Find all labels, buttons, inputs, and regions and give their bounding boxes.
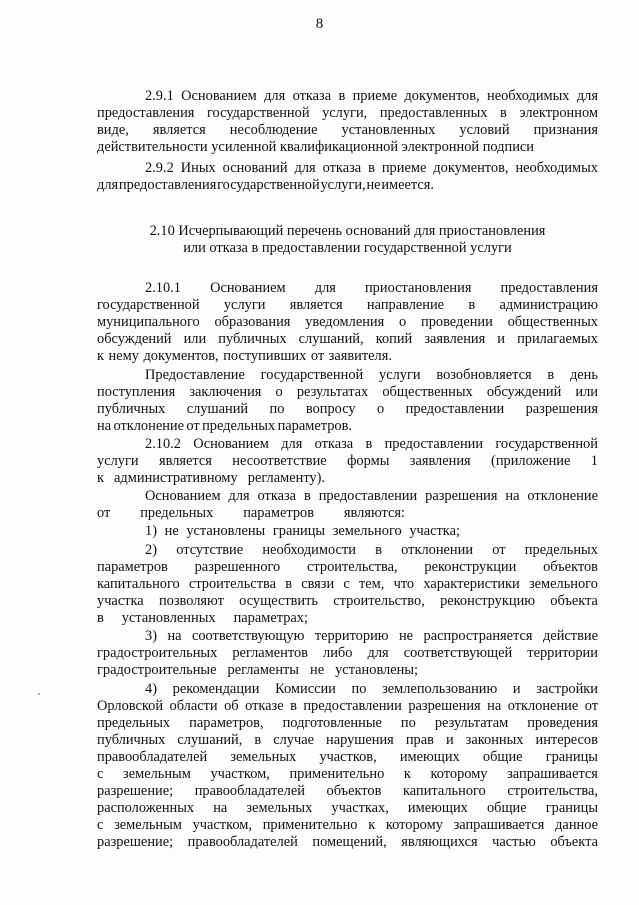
word: отказе — [245, 698, 284, 714]
word: предоставления — [500, 280, 598, 296]
word: правообладателей — [187, 834, 298, 850]
word: земельного — [332, 523, 402, 539]
grounds-line — [97, 505, 405, 521]
word: от — [186, 418, 200, 434]
word: действительности — [97, 139, 208, 155]
word: предоставлении — [303, 698, 402, 714]
item2-line — [145, 542, 598, 558]
word: или — [183, 331, 207, 347]
word: законных — [465, 732, 524, 748]
item4-line — [97, 834, 598, 850]
word: земельных — [246, 800, 313, 816]
word: электронном — [519, 105, 598, 121]
word: территорию — [314, 628, 389, 644]
word: приеме — [381, 160, 427, 176]
word: государственной — [260, 367, 364, 383]
word: предоставления — [97, 105, 195, 121]
word: регламенты — [227, 662, 299, 678]
word: проведения — [527, 715, 598, 731]
word: капитального — [97, 576, 180, 592]
word: и — [445, 732, 454, 748]
word: отказа — [314, 436, 354, 452]
word: необходимости — [262, 542, 356, 558]
word: не — [366, 177, 381, 193]
word: предельных — [97, 715, 171, 731]
item1-line — [145, 523, 460, 539]
word: к — [97, 348, 104, 364]
word: параметров — [243, 505, 315, 521]
s2101-line — [97, 297, 598, 313]
s2101-line — [145, 280, 598, 296]
word: капитального — [403, 783, 486, 799]
item4-line — [97, 766, 598, 782]
word: Иных — [180, 160, 216, 176]
word: уведомления — [305, 314, 385, 330]
word: заключения — [189, 384, 262, 400]
word: участках, — [331, 800, 389, 816]
word: 1) — [145, 523, 157, 539]
word: правообладателей — [97, 749, 208, 765]
word: 2.10.1 — [145, 280, 181, 296]
word: в — [375, 542, 382, 558]
word: услуги — [223, 297, 266, 313]
word: несоблюдение — [229, 122, 318, 138]
resume-line — [145, 367, 598, 383]
section-heading: 2.10 Исчерпывающий перечень оснований для приостановления — [149, 223, 546, 239]
word: услуги, — [322, 105, 368, 121]
word: параметров, — [189, 715, 264, 731]
word: государственной — [97, 297, 200, 313]
word: на — [487, 698, 502, 714]
word: нему — [108, 348, 139, 364]
word: формы — [347, 453, 390, 469]
word: территории — [527, 645, 598, 661]
word: которому — [430, 766, 488, 782]
word: о — [377, 401, 385, 417]
word: установленных — [121, 610, 216, 626]
section-heading: или отказа в предоставлении государственной услуги — [183, 240, 512, 256]
word: строительства — [188, 576, 276, 592]
word: Основанием — [181, 88, 257, 104]
word: приеме — [352, 88, 398, 104]
item4-line — [97, 698, 598, 714]
word: публичных — [97, 732, 166, 748]
word: случае — [273, 732, 314, 748]
word: публичных — [97, 401, 166, 417]
word: заявления — [424, 331, 486, 347]
word: предоставленных — [379, 105, 488, 121]
word: приостановления — [364, 280, 472, 296]
word: для — [264, 88, 286, 104]
word: услуги, — [320, 177, 366, 193]
word: подготовленные — [282, 715, 382, 731]
word: от — [310, 348, 325, 364]
word: разрешения — [525, 401, 598, 417]
word: (приложение — [491, 453, 571, 469]
word: для — [576, 88, 598, 104]
word: участком, — [192, 817, 252, 833]
word: являющихся — [401, 834, 478, 850]
word: помещений, — [312, 834, 387, 850]
word: имеющих — [399, 749, 460, 765]
word: правообладателей — [194, 783, 305, 799]
word: для — [281, 436, 303, 452]
word: позволяют — [158, 593, 224, 609]
word: общественных — [382, 384, 473, 400]
word: в — [304, 488, 311, 504]
word: действие — [542, 628, 598, 644]
word: подписи — [482, 139, 534, 155]
word: реконструкцию — [440, 593, 536, 609]
word: предоставления — [118, 177, 217, 193]
word: соответствующей — [403, 645, 513, 661]
word: отказа — [292, 88, 332, 104]
word: для — [294, 160, 316, 176]
word: имеется. — [381, 177, 434, 193]
word: на — [213, 800, 228, 816]
word: электронной — [401, 139, 480, 155]
item4-line — [97, 749, 598, 765]
word: необходимых — [515, 160, 598, 176]
word: с — [343, 576, 350, 592]
word: объекта — [550, 834, 598, 850]
word: к — [97, 470, 104, 486]
word: Предоставление — [145, 367, 245, 383]
word: об — [224, 698, 239, 714]
s2102-line — [145, 436, 598, 452]
word: распространяется — [423, 628, 533, 644]
word: градостроительных — [97, 645, 218, 661]
word: земельных — [230, 749, 297, 765]
word: имеющих — [407, 800, 468, 816]
word: услуги — [97, 453, 139, 469]
word: градостроительные — [97, 662, 217, 678]
word: объектов — [326, 783, 382, 799]
s291-line — [97, 105, 598, 121]
word: отказа — [322, 160, 362, 176]
word: участков, — [319, 749, 377, 765]
word: необходимых — [487, 88, 570, 104]
word: осуществить — [239, 593, 318, 609]
word: отклонение — [527, 488, 598, 504]
word: разрешение; — [97, 834, 174, 850]
word: результатам — [434, 715, 509, 731]
word: от — [492, 542, 506, 558]
word: связи — [301, 576, 335, 592]
word: применительно — [289, 766, 385, 782]
word: строительства, — [507, 783, 598, 799]
word: тем, — [358, 576, 385, 592]
word: Основанием — [193, 436, 269, 452]
word: данное — [555, 817, 598, 833]
word: день — [569, 367, 598, 383]
word: прав — [405, 732, 434, 748]
word: администрацию — [499, 297, 598, 313]
word: расположенных — [97, 800, 195, 816]
word: 2.10.2 — [145, 436, 181, 452]
word: государственной — [206, 105, 310, 121]
word: земельного — [528, 576, 598, 592]
word: Орловской — [97, 698, 164, 714]
word: являются: — [343, 505, 405, 521]
word: услуги — [379, 367, 421, 383]
word: признания — [533, 122, 598, 138]
word: предельных — [140, 505, 214, 521]
word: о — [399, 314, 407, 330]
word: объектов — [543, 559, 598, 575]
word: к — [403, 766, 411, 782]
word: Основанием — [210, 280, 286, 296]
word: отказа — [257, 488, 297, 504]
word: общие — [482, 749, 523, 765]
s2102-line — [97, 453, 598, 469]
word: применительно — [262, 817, 358, 833]
word: результатах — [296, 384, 369, 400]
word: запрашивается — [507, 766, 598, 782]
word: усиленной — [211, 139, 277, 155]
s292-line — [97, 177, 434, 193]
word: Комиссии — [275, 681, 336, 697]
grounds-line — [145, 488, 598, 504]
word: документов, — [433, 160, 509, 176]
word: землепользованию — [382, 681, 498, 697]
word: области — [169, 698, 218, 714]
word: заявителя. — [328, 348, 392, 364]
word: с — [97, 817, 104, 833]
item4-line — [145, 681, 598, 697]
word: муниципального — [97, 314, 200, 330]
word: 2.9.1 — [145, 88, 174, 104]
word: не — [310, 662, 325, 678]
word: предоставлении — [318, 488, 418, 504]
word: либо — [323, 645, 353, 661]
word: о — [275, 384, 283, 400]
word: проведении — [421, 314, 493, 330]
word: реконструкции — [424, 559, 517, 575]
word: на — [97, 418, 112, 434]
resume-line — [97, 401, 598, 417]
word: документов, — [143, 348, 219, 364]
word: нарушения — [326, 732, 394, 748]
word: интересов — [535, 732, 598, 748]
word: является — [289, 297, 343, 313]
word: копий — [375, 331, 413, 347]
s2101-line — [97, 348, 392, 364]
word: параметров — [97, 559, 168, 575]
word: по — [351, 681, 367, 697]
page-number: 8 — [315, 16, 324, 32]
resume-line — [97, 418, 352, 434]
word: направление — [366, 297, 445, 313]
word: застройки — [536, 681, 598, 697]
word: заявления — [409, 453, 471, 469]
word: строительства, — [307, 559, 398, 575]
word: в — [97, 610, 104, 626]
word: слушаний — [186, 401, 249, 417]
word: границы — [545, 800, 598, 816]
word: разрешения — [408, 698, 481, 714]
item3-line — [97, 645, 598, 661]
word: прилагаемых — [517, 331, 598, 347]
word: слушаний, — [177, 732, 243, 748]
word: участка — [97, 593, 144, 609]
word: разрешенного — [194, 559, 281, 575]
word: установлены; — [335, 662, 418, 678]
word: земельным — [114, 817, 182, 833]
word: 4) — [145, 681, 157, 697]
word: в — [290, 698, 297, 714]
word: границы — [272, 523, 326, 539]
word: возобновляется — [436, 367, 532, 383]
word: в — [468, 297, 476, 313]
word: обсуждений — [97, 331, 172, 347]
item2-line — [97, 559, 598, 575]
s2101-line — [97, 314, 598, 330]
word: разрешение; — [97, 783, 174, 799]
s291-line — [97, 122, 598, 138]
word: отклонение — [113, 418, 185, 434]
word: является — [152, 122, 206, 138]
word: для — [314, 280, 336, 296]
word: предоставлении — [405, 401, 505, 417]
s2101-line — [97, 331, 598, 347]
word: виде, — [97, 122, 129, 138]
word: к — [368, 817, 376, 833]
word: предельных — [202, 418, 276, 434]
word: является — [158, 453, 212, 469]
word: границы — [545, 749, 598, 765]
word: параметров. — [277, 418, 352, 434]
scan-speck — [38, 693, 40, 695]
word: соответствующую — [191, 628, 305, 644]
item2-line — [97, 610, 308, 626]
item2-line — [97, 593, 598, 609]
word: по — [400, 715, 416, 731]
word: 1 — [590, 453, 598, 469]
s292-line — [145, 160, 598, 176]
word: 3) — [145, 628, 157, 644]
word: условий — [459, 122, 510, 138]
item4-line — [97, 800, 598, 816]
word: от — [584, 698, 598, 714]
word: для — [367, 645, 389, 661]
word: строительство, — [333, 593, 425, 609]
item3-line — [97, 662, 418, 678]
word: характеристики — [423, 576, 520, 592]
word: в — [338, 88, 346, 104]
word: которому — [385, 817, 443, 833]
word: оснований — [222, 160, 288, 176]
word: на — [505, 488, 520, 504]
word: и — [497, 331, 505, 347]
word: от — [97, 505, 111, 521]
word: документов, — [404, 88, 480, 104]
word: общие — [486, 800, 527, 816]
item4-line — [97, 783, 598, 799]
word: в — [500, 105, 507, 121]
item2-line — [97, 576, 598, 592]
word: предельных — [524, 542, 598, 558]
word: параметрах; — [233, 610, 308, 626]
word: отсутствие — [176, 542, 244, 558]
word: в — [365, 436, 373, 452]
word: в — [368, 160, 375, 176]
word: несоответствие — [232, 453, 327, 469]
word: объекта — [550, 593, 598, 609]
word: в — [254, 732, 262, 748]
s291-line — [97, 139, 534, 155]
resume-line — [97, 384, 598, 400]
word: 2.9.2 — [145, 160, 174, 176]
word: поступивших — [223, 348, 307, 364]
word: образования — [214, 314, 291, 330]
word: запрашивается — [453, 817, 545, 833]
word: государственной — [217, 177, 320, 193]
word: отклонении — [401, 542, 474, 558]
word: на — [167, 628, 182, 644]
word: по — [269, 401, 285, 417]
item4-line — [97, 817, 598, 833]
word: вопросу — [305, 401, 356, 417]
word: разрешения — [425, 488, 498, 504]
item4-line — [97, 732, 598, 748]
word: рекомендации — [172, 681, 260, 697]
word: участком, — [210, 766, 270, 782]
word: для — [97, 177, 119, 193]
word: слушаний, — [298, 331, 364, 347]
item4-line — [97, 715, 598, 731]
word: или — [575, 384, 598, 400]
word: земельным — [123, 766, 191, 782]
word: регламентов — [232, 645, 308, 661]
word: не — [398, 628, 414, 644]
word: публичных — [218, 331, 287, 347]
word: административному — [114, 470, 238, 486]
word: частью — [492, 834, 536, 850]
word: и — [512, 681, 521, 697]
word: в — [285, 576, 292, 592]
word: что — [393, 576, 415, 592]
word: поступления — [97, 384, 176, 400]
word: предоставлении — [384, 436, 484, 452]
item3-line — [145, 628, 598, 644]
word: регламенту). — [247, 470, 325, 486]
word: в — [547, 367, 555, 383]
word: не — [164, 523, 179, 539]
word: Основанием — [145, 488, 221, 504]
s2102-line — [97, 470, 325, 486]
s291-line — [145, 88, 598, 104]
word: государственной — [495, 436, 598, 452]
word: квалификационной — [279, 139, 399, 155]
word: отклонение — [507, 698, 579, 714]
word: с — [97, 766, 104, 782]
word: общественных — [507, 314, 598, 330]
word: установленных — [341, 122, 436, 138]
word: установлены — [186, 523, 266, 539]
word: 2) — [145, 542, 157, 558]
word: участка; — [409, 523, 460, 539]
word: обсуждений — [486, 384, 562, 400]
word: для — [228, 488, 250, 504]
